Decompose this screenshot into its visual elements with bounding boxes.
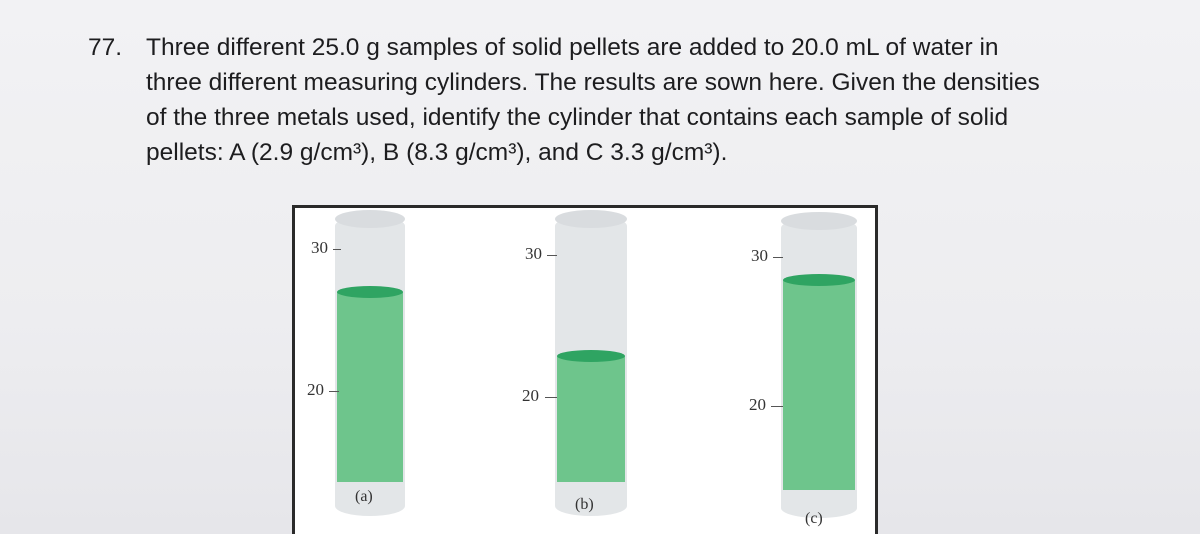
cylinder-b-tick-30 [547,255,557,256]
cylinder-c-liquid [783,280,855,490]
cylinder-c [695,208,878,534]
cylinder-b-label: (b) [575,496,594,513]
cylinder-figure [292,205,878,534]
cylinder-b-liquid [557,356,625,482]
cylinder-c-rim [781,212,857,230]
question-line: Three different 25.0 g samples of solid pellets are added to 20.0 mL of water in [146,34,999,61]
cylinder-a-tick-30 [333,249,341,250]
cylinder-b-tick-20 [545,397,557,398]
cylinder-a-liquid [337,292,403,482]
question-text [146,30,1156,170]
question-number: 77. [88,34,123,61]
cylinder-b-meniscus [557,350,625,362]
cylinder-c-tick-20 [771,406,783,407]
cylinder-b [495,208,695,534]
cylinder-a [295,208,495,534]
cylinder-b-scale-20: 20 [522,386,539,405]
cylinder-a-meniscus [337,286,403,298]
question-line: of the three metals used, identify the cylinder that contains each sample of solid [146,104,1009,131]
cylinder-a-tick-20 [329,391,339,392]
cylinder-c-scale-30: 30 [751,246,768,265]
cylinder-c-meniscus [783,274,855,286]
cylinder-c-tick-30 [773,257,783,258]
question-line: pellets: A (2.9 g/cm³), B (8.3 g/cm³), and C 3.3 g/cm³). [146,139,728,166]
cylinder-a-scale-20: 20 [307,380,324,399]
cylinder-a-scale-30: 30 [311,238,328,257]
cylinder-a-rim [335,210,405,228]
cylinder-c-scale-20: 20 [749,395,766,414]
cylinder-a-label: (a) [355,488,373,505]
cylinder-b-rim [555,210,627,228]
cylinder-c-label: (c) [805,510,823,527]
question-line: three different measuring cylinders. The results are sown here. Given the densities [146,69,1040,96]
cylinder-b-scale-30: 30 [525,244,542,263]
